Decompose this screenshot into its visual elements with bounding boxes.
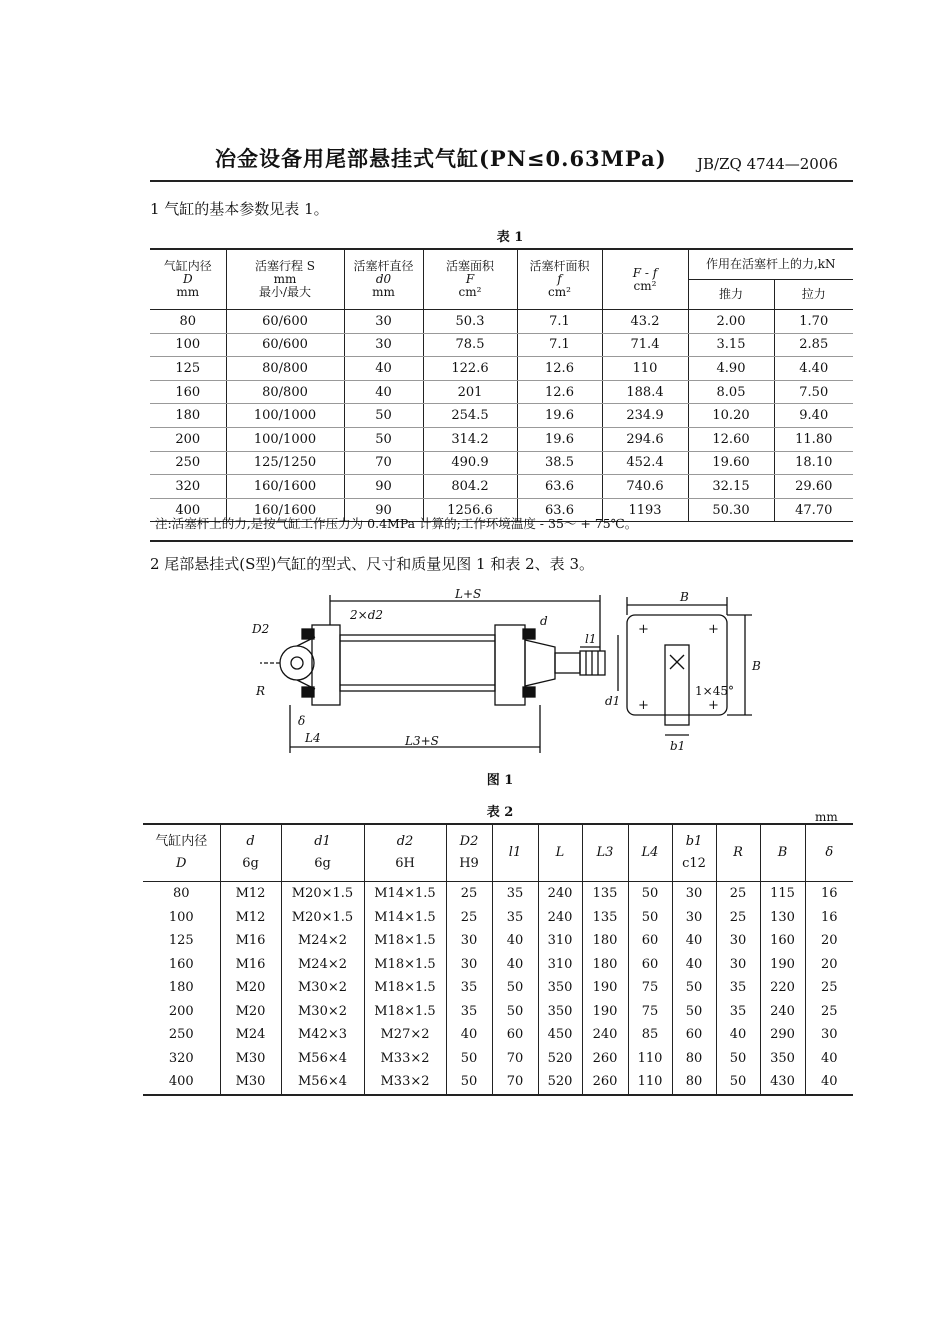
- table-cell: 450: [538, 1023, 582, 1047]
- table-cell: 804.2: [423, 475, 517, 499]
- t2-header-cell: B: [760, 824, 805, 882]
- table-cell: 30: [716, 953, 760, 977]
- table-cell: M20×1.5: [281, 906, 364, 930]
- label-D2: D2: [252, 622, 270, 636]
- table-cell: 50: [672, 976, 716, 1000]
- table-cell: M56×4: [281, 1070, 364, 1095]
- table-cell: M30: [220, 1070, 281, 1095]
- table-cell: M33×2: [364, 1047, 446, 1071]
- t1-header-D: 气缸内径 D mm: [150, 249, 226, 310]
- table-cell: 50: [716, 1070, 760, 1095]
- table-cell: 160: [760, 929, 805, 953]
- t1-header-pull: 拉力: [774, 280, 853, 310]
- table-cell: 50: [344, 427, 423, 451]
- table-cell: M30×2: [281, 1000, 364, 1024]
- table-cell: 35: [716, 1000, 760, 1024]
- table-cell: 350: [538, 1000, 582, 1024]
- table-cell: 314.2: [423, 427, 517, 451]
- table-cell: 7.1: [517, 310, 602, 334]
- table-cell: 30: [716, 929, 760, 953]
- table-cell: 1256.6: [423, 498, 517, 522]
- table-row: [143, 953, 853, 977]
- label-LS: L+S: [455, 587, 482, 601]
- table-cell: 350: [538, 976, 582, 1000]
- table-cell: 4.90: [688, 357, 774, 381]
- table-cell: 20: [820, 956, 838, 972]
- table-cell: M56×4: [281, 1047, 364, 1071]
- t2-header-cell: L: [538, 824, 582, 882]
- table-row: [143, 1070, 853, 1095]
- table-cell: M42×3: [281, 1023, 364, 1047]
- standard-code: JB/ZQ 4744—2006: [697, 155, 838, 173]
- table-cell: M33×2: [364, 1070, 446, 1095]
- table-cell: 16: [820, 886, 838, 902]
- table-cell: 50: [446, 1047, 492, 1071]
- table-cell: 35: [716, 976, 760, 1000]
- table-1-note: 注:活塞杆上的力,是按气缸工作压力为 0.4MPa 计算的;工作环境温度 - 35～ + 75℃。: [155, 516, 638, 531]
- table-cell: 50: [446, 1070, 492, 1095]
- t2-header-cell: D2 H9: [446, 824, 492, 882]
- svg-text:+: +: [638, 622, 649, 637]
- table-cell: 240: [538, 906, 582, 930]
- table-cell: 400: [150, 498, 226, 522]
- table-cell: 70: [492, 1070, 538, 1095]
- t2-header-cell: d 6g: [220, 824, 281, 882]
- table-row: [143, 1023, 853, 1047]
- table-cell: 115: [760, 882, 805, 906]
- table-cell: 160/1600: [226, 498, 344, 522]
- table-cell: 320: [143, 1047, 220, 1071]
- table-cell: 135: [582, 906, 628, 930]
- table-row: [150, 427, 853, 451]
- table-cell: 452.4: [602, 451, 688, 475]
- table-cell: 190: [760, 953, 805, 977]
- table-cell: 160: [150, 380, 226, 404]
- t2-header-cell: l1: [492, 824, 538, 882]
- table-cell: 7.50: [774, 380, 853, 404]
- table-cell: 85: [628, 1023, 672, 1047]
- table-row: [150, 357, 853, 381]
- table-cell: 30: [672, 906, 716, 930]
- table-row: [143, 906, 853, 930]
- table-cell: 40: [820, 1050, 838, 1066]
- table-cell: M16: [220, 953, 281, 977]
- table-cell: 430: [760, 1070, 805, 1095]
- table-1: [150, 248, 853, 522]
- table-cell: 70: [344, 451, 423, 475]
- table-cell: 18.10: [774, 451, 853, 475]
- table-cell: 294.6: [602, 427, 688, 451]
- table-cell: 25: [716, 882, 760, 906]
- table-2-unit: mm: [815, 810, 838, 824]
- t2-header-cell: b1 c12: [672, 824, 716, 882]
- table-cell: M14×1.5: [364, 882, 446, 906]
- table-cell: M24×2: [281, 929, 364, 953]
- table-cell: M18×1.5: [364, 1000, 446, 1024]
- table-cell: 60: [492, 1023, 538, 1047]
- table-cell: 30: [446, 929, 492, 953]
- table-cell: 490.9: [423, 451, 517, 475]
- table-cell: 25: [446, 882, 492, 906]
- table-cell: 25: [446, 906, 492, 930]
- table-cell: 25: [820, 980, 838, 996]
- table-cell: M18×1.5: [364, 976, 446, 1000]
- t1-header-d0: 活塞杆直径 d0 mm: [344, 249, 423, 310]
- table-cell: 100/1000: [226, 427, 344, 451]
- table-cell: 125: [150, 357, 226, 381]
- table-cell: 32.15: [688, 475, 774, 499]
- table-cell: 50.3: [423, 310, 517, 334]
- table-cell: 80/800: [226, 357, 344, 381]
- table-cell: 35: [446, 1000, 492, 1024]
- table-cell: 30: [672, 882, 716, 906]
- table-cell: 75: [628, 1000, 672, 1024]
- table-cell: M24×2: [281, 953, 364, 977]
- table-cell: 190: [582, 1000, 628, 1024]
- table-cell: 40: [446, 1023, 492, 1047]
- t2-header-cell: L3: [582, 824, 628, 882]
- section-2-text: 2 尾部悬挂式(S型)气缸的型式、尺寸和质量见图 1 和表 2、表 3。: [150, 555, 594, 573]
- table-cell: M20: [220, 1000, 281, 1024]
- table-cell: 90: [344, 475, 423, 499]
- table-cell: 180: [150, 404, 226, 428]
- table-cell: 400: [143, 1070, 220, 1095]
- table-cell: M14×1.5: [364, 906, 446, 930]
- table-row: [150, 451, 853, 475]
- table-cell: 40: [805, 1070, 853, 1095]
- page-title: 冶金设备用尾部悬挂式气缸(PN≤0.63MPa): [215, 146, 667, 171]
- table-cell: 20: [820, 933, 838, 949]
- table-cell: 40: [492, 929, 538, 953]
- section-1-text: 1 气缸的基本参数见表 1。: [150, 200, 329, 218]
- t1-header-push: 推力: [688, 280, 774, 310]
- pivot-eye: [280, 646, 314, 680]
- table-cell: 310: [538, 953, 582, 977]
- table-cell: M18×1.5: [364, 953, 446, 977]
- table-cell: 100/1000: [226, 404, 344, 428]
- table-cell: 240: [582, 1023, 628, 1047]
- table-cell: 8.05: [688, 380, 774, 404]
- table-cell: 100: [143, 906, 220, 930]
- label-L4: L4: [305, 731, 321, 745]
- table-cell: 40: [716, 1023, 760, 1047]
- table-cell: 40: [672, 929, 716, 953]
- table-cell: 60: [628, 953, 672, 977]
- svg-text:+: +: [708, 698, 719, 713]
- table-cell: 310: [538, 929, 582, 953]
- label-B-top: B: [680, 590, 689, 604]
- table-cell: M12: [220, 906, 281, 930]
- table-cell: 30: [344, 333, 423, 357]
- t2-header-cell: δ: [805, 824, 853, 882]
- table-row: [150, 380, 853, 404]
- table-cell: 40: [344, 357, 423, 381]
- table-cell: 47.70: [774, 498, 853, 522]
- table-2-caption: 表 2: [486, 805, 514, 820]
- t1-header-force: 作用在活塞杆上的力,kN: [688, 249, 853, 280]
- table-cell: 12.60: [688, 427, 774, 451]
- table-cell: 260: [582, 1047, 628, 1071]
- label-d: d: [540, 614, 548, 628]
- table-cell: 201: [423, 380, 517, 404]
- label-b1: b1: [670, 739, 686, 753]
- t1-header-Ff: F - f cm²: [602, 249, 688, 310]
- table-cell: 260: [582, 1070, 628, 1095]
- table-cell: 12.6: [517, 380, 602, 404]
- table-cell: 2.85: [774, 333, 853, 357]
- table-cell: 50: [716, 1047, 760, 1071]
- label-R: R: [256, 684, 266, 698]
- table-cell: 12.6: [517, 357, 602, 381]
- table-cell: M30×2: [281, 976, 364, 1000]
- t1-header-S: 活塞行程 S mm 最小/最大: [226, 249, 344, 310]
- table-row: [150, 404, 853, 428]
- table-cell: 78.5: [423, 333, 517, 357]
- table-cell: M18×1.5: [364, 929, 446, 953]
- table-cell: 50: [492, 1000, 538, 1024]
- table-cell: 180: [582, 929, 628, 953]
- table-cell: 190: [582, 976, 628, 1000]
- table-cell: 4.40: [774, 357, 853, 381]
- t2-header-cell: R: [716, 824, 760, 882]
- table-cell: M24: [220, 1023, 281, 1047]
- table-cell: 19.60: [688, 451, 774, 475]
- table-cell: 250: [143, 1023, 220, 1047]
- table-cell: M12: [220, 882, 281, 906]
- table-cell: 122.6: [423, 357, 517, 381]
- table-cell: 180: [143, 976, 220, 1000]
- table-cell: 110: [628, 1070, 672, 1095]
- table-cell: 50: [344, 404, 423, 428]
- table-cell: 63.6: [517, 475, 602, 499]
- table-cell: 290: [760, 1023, 805, 1047]
- table-cell: 40: [672, 953, 716, 977]
- table-row: [150, 333, 853, 357]
- table-cell: 9.40: [774, 404, 853, 428]
- table-cell: 19.6: [517, 427, 602, 451]
- table-cell: M27×2: [364, 1023, 446, 1047]
- table-cell: 29.60: [774, 475, 853, 499]
- table-cell: 60: [672, 1023, 716, 1047]
- table-cell: 240: [760, 1000, 805, 1024]
- table-cell: 180: [582, 953, 628, 977]
- table-cell: 350: [760, 1047, 805, 1071]
- table-cell: 80: [672, 1047, 716, 1071]
- t2-header-cell: L4: [628, 824, 672, 882]
- table-cell: 38.5: [517, 451, 602, 475]
- table-cell: 25: [820, 1003, 838, 1019]
- table-cell: 100: [150, 333, 226, 357]
- table-cell: 30: [344, 310, 423, 334]
- table-cell: 50: [492, 976, 538, 1000]
- table-cell: M20: [220, 976, 281, 1000]
- table-cell: 110: [628, 1047, 672, 1071]
- table-cell: 40: [344, 380, 423, 404]
- table-cell: 220: [760, 976, 805, 1000]
- table-cell: 35: [492, 882, 538, 906]
- table-2: [143, 823, 853, 1096]
- table-cell: 125/1250: [226, 451, 344, 475]
- t1-header-F: 活塞面积 F cm²: [423, 249, 517, 310]
- table-cell: 60/600: [226, 333, 344, 357]
- table-cell: 80: [672, 1070, 716, 1095]
- table-cell: 16: [820, 909, 838, 925]
- table-cell: 130: [760, 906, 805, 930]
- table-row: [143, 929, 853, 953]
- table-cell: 80: [143, 882, 220, 906]
- table-cell: 35: [446, 976, 492, 1000]
- table-cell: 1193: [602, 498, 688, 522]
- table-row: [150, 310, 853, 334]
- table-cell: 71.4: [602, 333, 688, 357]
- table-cell: 234.9: [602, 404, 688, 428]
- table-cell: 160/1600: [226, 475, 344, 499]
- table-row: [143, 1047, 853, 1071]
- label-d1: d1: [605, 694, 621, 708]
- table-cell: 63.6: [517, 498, 602, 522]
- table-cell: 125: [143, 929, 220, 953]
- table-cell: 110: [602, 357, 688, 381]
- t2-header-cell: d1 6g: [281, 824, 364, 882]
- table-cell: 60: [628, 929, 672, 953]
- table-cell: 520: [538, 1070, 582, 1095]
- label-chamfer: 1×45°: [695, 684, 734, 698]
- table-cell: 1.70: [774, 310, 853, 334]
- table-cell: 19.6: [517, 404, 602, 428]
- table-cell: 160: [143, 953, 220, 977]
- label-delta: δ: [298, 714, 306, 728]
- t1-header-f: 活塞杆面积 f cm²: [517, 249, 602, 310]
- t2-header-cell: d2 6H: [364, 824, 446, 882]
- table-cell: 50.30: [688, 498, 774, 522]
- table-cell: 250: [150, 451, 226, 475]
- table-cell: 2.00: [688, 310, 774, 334]
- table-row: [150, 475, 853, 499]
- table-1-caption: 表 1: [496, 230, 524, 245]
- table-cell: 30: [446, 953, 492, 977]
- table-cell: 50: [628, 906, 672, 930]
- table-cell: 50: [628, 882, 672, 906]
- table-cell: 11.80: [774, 427, 853, 451]
- table-cell: 50: [672, 1000, 716, 1024]
- label-B-side: B: [752, 659, 761, 673]
- table-cell: 40: [492, 953, 538, 977]
- label-l1: l1: [585, 632, 597, 646]
- table-cell: M30: [220, 1047, 281, 1071]
- table-row: [143, 882, 853, 906]
- table-cell: 90: [344, 498, 423, 522]
- table-1-bottom-rule: [150, 540, 853, 542]
- figure-1-caption: 图 1: [486, 773, 514, 788]
- table-cell: 7.1: [517, 333, 602, 357]
- table-cell: 200: [143, 1000, 220, 1024]
- table-cell: 240: [538, 882, 582, 906]
- table-cell: 35: [492, 906, 538, 930]
- table-cell: 740.6: [602, 475, 688, 499]
- label-L3S: L3+S: [405, 734, 439, 748]
- svg-text:+: +: [708, 622, 719, 637]
- table-cell: 75: [628, 976, 672, 1000]
- label-2xd2: 2×d2: [350, 608, 384, 622]
- table-cell: 254.5: [423, 404, 517, 428]
- t2-header-cell: 气缸内径 D: [143, 824, 220, 882]
- table-cell: 188.4: [602, 380, 688, 404]
- table-cell: M20×1.5: [281, 882, 364, 906]
- table-cell: 320: [150, 475, 226, 499]
- table-cell: 10.20: [688, 404, 774, 428]
- table-cell: 70: [492, 1047, 538, 1071]
- table-cell: 3.15: [688, 333, 774, 357]
- table-cell: 135: [582, 882, 628, 906]
- table-cell: 30: [820, 1027, 838, 1043]
- table-cell: 25: [716, 906, 760, 930]
- figure-1-drawing: [240, 585, 770, 755]
- table-cell: 80/800: [226, 380, 344, 404]
- header-rule: [150, 180, 853, 182]
- table-cell: 520: [538, 1047, 582, 1071]
- table-cell: M16: [220, 929, 281, 953]
- table-row: [143, 1000, 853, 1024]
- table-cell: 60/600: [226, 310, 344, 334]
- table-cell: 80: [150, 310, 226, 334]
- table-row: [143, 976, 853, 1000]
- table-cell: 200: [150, 427, 226, 451]
- svg-text:+: +: [638, 698, 649, 713]
- table-cell: 43.2: [602, 310, 688, 334]
